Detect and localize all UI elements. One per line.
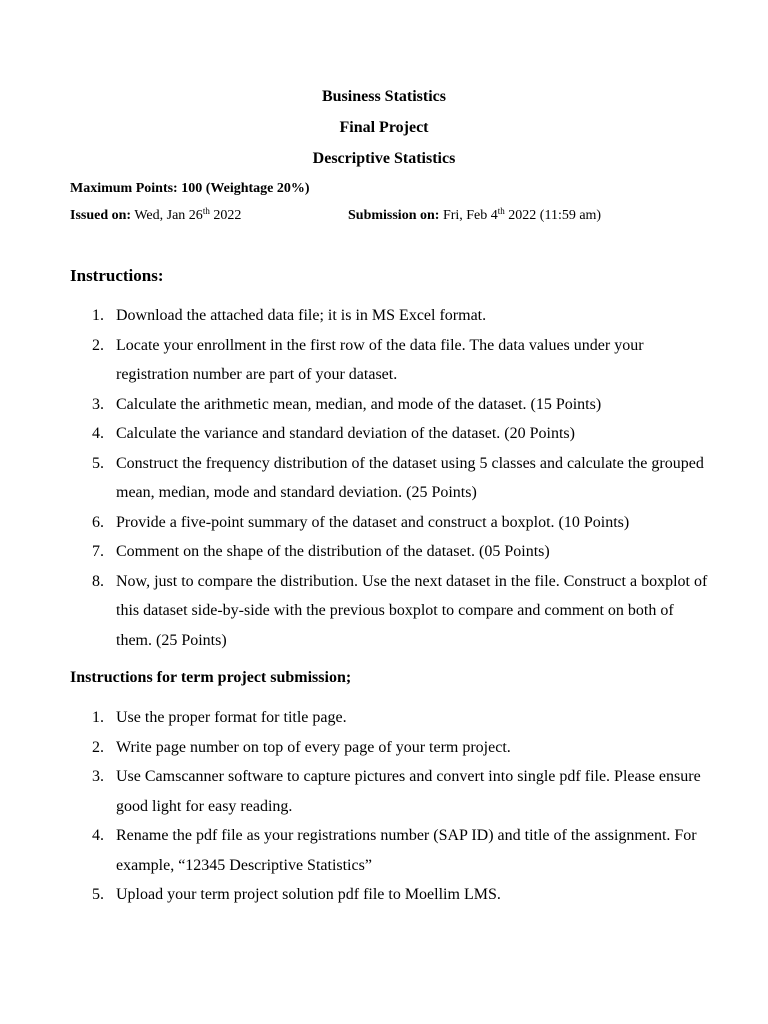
issued-date-suffix: th	[202, 206, 210, 216]
list-item-text: Calculate the variance and standard deviation of the dataset. (20 Points)	[116, 425, 575, 442]
list-item	[70, 567, 710, 656]
list-item-text: Comment on the shape of the distribution of the dataset. (05 Points)	[116, 543, 550, 560]
list-item-number: 3.	[92, 768, 104, 785]
list-item	[70, 537, 710, 567]
list-item-number: 7.	[92, 543, 104, 560]
list-item	[70, 733, 710, 763]
list-item-text: Download the attached data file; it is in MS Excel format.	[116, 307, 487, 324]
submission-date-suffix: th	[497, 206, 505, 216]
list-item-number: 1.	[92, 709, 104, 726]
list-item-number: 3.	[92, 395, 104, 413]
list-item-text: Upload your term project solution pdf file to Moellim LMS.	[116, 886, 501, 903]
list-item-text: Provide a five-point summary of the dataset and construct a boxplot. (10 Points)	[116, 513, 630, 531]
list-item-text: Use Camscanner software to capture pictures and convert into single pdf file. Please ensure good light for easy reading.	[116, 768, 701, 815]
submission-list	[70, 703, 710, 910]
list-item	[70, 508, 710, 538]
list-item-number: 2.	[92, 738, 104, 756]
list-item-number: 1.	[92, 307, 104, 324]
list-item-number: 4.	[92, 827, 104, 844]
list-item	[70, 821, 710, 880]
list-item-text: Calculate the arithmetic mean, median, and mode of the dataset. (15 Points)	[116, 395, 602, 413]
list-item-number: 6.	[92, 513, 104, 531]
list-item-text: Rename the pdf file as your registrations number (SAP ID) and title of the assignment. For example, “12345 Descriptive Statistics”	[116, 827, 697, 874]
list-item-number: 2.	[92, 336, 104, 354]
issued-date-text: Wed, Jan 26	[131, 208, 203, 223]
list-item-number: 5.	[92, 886, 104, 903]
submission-date-text: Fri, Feb 4	[439, 208, 498, 223]
instructions-heading: Instructions:	[70, 266, 164, 285]
project-title: Final Project	[339, 119, 429, 136]
max-points: Maximum Points: 100 (Weightage 20%)	[70, 181, 310, 196]
list-item	[70, 390, 710, 420]
list-item	[70, 762, 710, 821]
list-item-number: 8.	[92, 572, 104, 590]
list-item-text: Write page number on top of every page of your term project.	[116, 738, 511, 756]
list-item-number: 5.	[92, 454, 104, 472]
submission-date	[348, 207, 601, 225]
course-title: Business Statistics	[321, 88, 447, 105]
topic-title: Descriptive Statistics	[312, 150, 456, 167]
list-item	[70, 301, 710, 331]
issued-year: 2022	[209, 208, 242, 223]
submission-heading: Instructions for term project submission;	[70, 669, 352, 686]
list-item-number: 4.	[92, 425, 104, 442]
list-item	[70, 880, 710, 910]
issued-label: Issued on:	[70, 208, 132, 223]
issued-date	[70, 207, 241, 225]
list-item-text: Locate your enrollment in the first row of the data file. The data values under your registration number are part of your dataset.	[116, 336, 644, 383]
list-item-text: Now, just to compare the distribution. Use the next dataset in the file. Construct a boxplot of this dataset side-by-side with the previous boxplot to compare and comment on both of them. (25 Points)	[116, 572, 708, 649]
list-item	[70, 449, 710, 508]
list-item	[70, 419, 710, 449]
list-item-text: Use the proper format for title page.	[116, 709, 347, 726]
submission-year-time: 2022 (11:59 am)	[504, 208, 602, 223]
submission-label: Submission on:	[348, 208, 440, 223]
list-item	[70, 703, 710, 733]
instructions-list	[70, 301, 710, 655]
list-item	[70, 331, 710, 390]
list-item-text: Construct the frequency distribution of the dataset using 5 classes and calculate the grouped mean, median, mode and standard deviation. (25 Points)	[116, 454, 704, 501]
